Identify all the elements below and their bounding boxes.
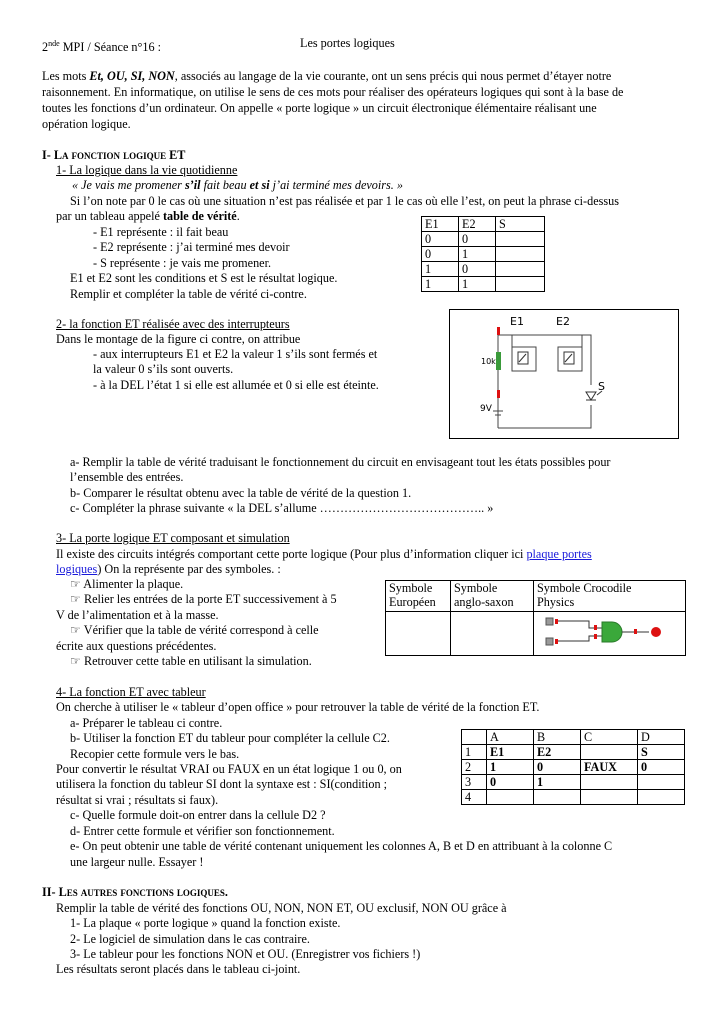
table-cell[interactable] [496,247,545,262]
table-cell[interactable]: 0 [534,760,581,775]
spreadsheet-table [461,729,685,805]
subsection-title: 4- La fonction ET avec tableur [56,685,206,699]
table-cell[interactable]: E1 [487,745,534,760]
intro-line: toutes les fonctions d’un ordinateur. On appelle « porte logique » un circuit électronique élémentaire réalisant une [42,101,597,115]
table-header: Symbole Crocodile Physics [534,581,686,612]
instruction: ☞ Retrouver cette table en utilisant la simulation. [70,654,312,668]
paragraph: Il existe des circuits intégrés comportant cette porte logique (Pour plus d’information cliquer ici plaque portes [56,547,592,561]
table-cell[interactable]: 0 [487,775,534,790]
table-cell[interactable]: 1 [422,277,459,292]
question: c- Compléter la phrase suivante « la DEL s’allume ………………………………….. » [70,501,494,515]
circuit-figure [449,309,679,439]
instruction: Recopier cette formule vers le bas. [70,747,240,761]
question: l’ensemble des entrées. [70,470,184,484]
paragraph: par un tableau appelé table de vérité. [56,209,240,223]
pointing-hand-icon: ☞ [70,654,81,668]
question: a- Remplir la table de vérité traduisant le fonctionnement du circuit en envisageant tout les états possibles pour [70,455,611,469]
instruction: e- On peut obtenir une table de vérité contenant uniquement les colonnes A, B et D en attribuant à la colonne C [70,839,613,853]
row-number: 4 [462,790,487,805]
table-cell[interactable] [496,262,545,277]
table-header: E2 [459,217,496,232]
instruction: b- Utiliser la fonction ET du tableur pour compléter la cellule C2. [70,731,390,745]
table-cell [451,612,534,656]
paragraph: Si l’on note par 0 le cas où une situation n’est pas réalisée et par 1 le cas où elle l’est, on peut la phrase ci-dessus [70,194,619,208]
intro-line: raisonnement. En informatique, on utilise le sens de ces mots pour réaliser des opérateurs logiques qui sont à la base de [42,85,624,99]
table-cell[interactable] [638,790,685,805]
pointing-hand-icon: ☞ [70,592,81,606]
quote: « Je vais me promener s’il fait beau et si j’ai terminé mes devoirs. » [72,178,403,192]
led-label: S [598,380,605,393]
paragraph: résultat si vrai ; résultats si faux). [56,793,219,807]
list-item: - S représente : je vais me promener. [93,256,272,270]
page-title: Les portes logiques [300,36,395,50]
table-cell[interactable]: 1 [422,262,459,277]
instruction: c- Quelle formule doit-on entrer dans la cellule D2 ? [70,808,326,822]
table-cell[interactable]: 0 [422,247,459,262]
paragraph: Les résultats seront placés dans le tableau ci-joint. [56,962,301,976]
table-cell[interactable] [496,232,545,247]
list-item: - E1 représente : il fait beau [93,225,229,239]
table-header: S [496,217,545,232]
table-cell[interactable] [534,790,581,805]
table-header: D [638,730,685,745]
paragraph: E1 et E2 sont les conditions et S est le résultat logique. [70,271,338,285]
table-header: Symbole anglo-saxon [451,581,534,612]
table-cell[interactable]: E2 [534,745,581,760]
paragraph: la valeur 0 s’ils sont ouverts. [93,362,234,376]
table-header: B [534,730,581,745]
row-number: 1 [462,745,487,760]
instruction: V de l’alimentation et à la masse. [56,608,219,622]
table-cell [386,612,451,656]
paragraph: - aux interrupteurs E1 et E2 la valeur 1 s’ils sont fermés et [93,347,378,361]
intro-line: opération logique. [42,117,131,131]
table-cell[interactable]: 0 [459,232,496,247]
resistor-label: 10k [481,357,496,366]
table-cell[interactable]: 0 [638,760,685,775]
instruction: ☞ Alimenter la plaque. [70,577,184,591]
symbol-table [385,580,686,656]
plaque-link[interactable]: plaque portes [526,547,592,561]
switch-label: E1 [510,315,524,328]
instruction: une largeur nulle. Essayer ! [70,855,204,869]
section-heading: I- La fonction logique ET [42,148,186,162]
paragraph: logiques) On la représente par des symboles. : [56,562,281,576]
row-number: 3 [462,775,487,790]
table-cell[interactable]: FAUX [581,760,638,775]
intro-line: Les mots Et, OU, SI, NON, associés au langage de la vie courante, ont un sens précis qui nous permet d’étayer notre [42,69,612,83]
subsection-title: 1- La logique dans la vie quotidienne [56,163,238,177]
pointing-hand-icon: ☞ [70,623,81,637]
table-cell[interactable] [487,790,534,805]
list-item: - E2 représente : j’ai terminé mes devoir [93,240,290,254]
plaque-link[interactable]: logiques [56,562,98,576]
instruction: écrite aux questions précédentes. [56,639,217,653]
table-cell[interactable] [581,775,638,790]
row-number: 2 [462,760,487,775]
table-header: Symbole Européen [386,581,451,612]
subsection-title: 2- la fonction ET réalisée avec des interrupteurs [56,317,290,331]
list-item: 1- La plaque « porte logique » quand la fonction existe. [70,916,341,930]
paragraph: - à la DEL l’état 1 si elle est allumée et 0 si elle est éteinte. [93,378,379,392]
battery-label: 9V [480,404,492,414]
and-gate-icon [534,612,685,652]
list-item: 2- Le logiciel de simulation dans le cas contraire. [70,932,310,946]
table-cell[interactable]: 1 [534,775,581,790]
instruction: ☞ Relier les entrées de la porte ET successivement à 5 [70,592,337,606]
paragraph: Dans le montage de la figure ci contre, on attribue [56,332,301,346]
table-cell[interactable] [496,277,545,292]
instruction: ☞ Vérifier que la table de vérité correspond à celle [70,623,319,637]
pointing-hand-icon: ☞ [70,577,81,591]
section-heading: II- Les autres fonctions logiques. [42,885,228,899]
question: b- Comparer le résultat obtenu avec la table de vérité de la question 1. [70,486,412,500]
instruction: a- Préparer le tableau ci contre. [70,716,223,730]
table-cell[interactable]: 1 [459,247,496,262]
table-cell[interactable]: S [638,745,685,760]
table-cell[interactable] [581,790,638,805]
table-cell[interactable] [581,745,638,760]
table-header [462,730,487,745]
paragraph: On cherche à utiliser le « tableur d’open office » pour retrouver la table de vérité de la fonction ET. [56,700,540,714]
truth-table [421,216,545,292]
table-cell[interactable]: 1 [487,760,534,775]
table-cell[interactable]: 0 [459,262,496,277]
table-cell[interactable]: 0 [422,232,459,247]
table-cell[interactable]: 1 [459,277,496,292]
instruction: d- Entrer cette formule et vérifier son fonctionnement. [70,824,335,838]
subsection-title: 3- La porte logique ET composant et simulation [56,531,290,545]
class-label: 2nde MPI / Séance n°16 : [42,39,162,55]
paragraph: Remplir et compléter la table de vérité ci-contre. [70,287,307,301]
table-header: C [581,730,638,745]
paragraph: Pour convertir le résultat VRAI ou FAUX en un état logique 1 ou 0, on [56,762,402,776]
paragraph: Remplir la table de vérité des fonctions OU, NON, NON ET, OU exclusif, NON OU grâce à [56,901,507,915]
table-header: E1 [422,217,459,232]
table-header: A [487,730,534,745]
list-item: 3- Le tableur pour les fonctions NON et OU. (Enregistrer vos fichiers !) [70,947,421,961]
switch-label: E2 [556,315,570,328]
table-cell [534,612,686,656]
paragraph: utilisera la fonction du tableur SI dont la syntaxe est : SI(condition ; [56,777,388,791]
table-cell[interactable] [638,775,685,790]
